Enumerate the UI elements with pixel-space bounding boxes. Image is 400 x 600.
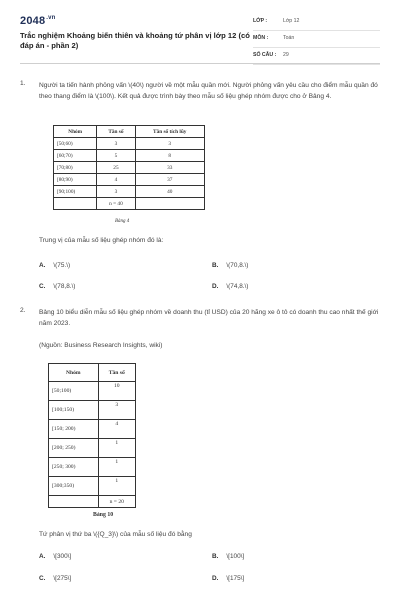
option-a[interactable] [39, 553, 71, 560]
table-cell: 1 [98, 439, 135, 458]
option-letter: D. [212, 283, 219, 290]
option-text: \[175\] [226, 575, 245, 582]
option-text: \(78,8.\) [53, 283, 76, 290]
table-cell: 1 [98, 458, 135, 477]
table-header: Nhóm [49, 364, 99, 382]
table-header: Tần số tích lũy [135, 126, 205, 138]
table-cell: [250; 300) [49, 458, 99, 477]
table-cell: [300;350) [49, 477, 99, 496]
table-row [54, 150, 205, 162]
option-d[interactable] [212, 283, 248, 290]
table-total: n = 20 [98, 496, 135, 508]
table-cell: 3 [135, 138, 205, 150]
table-cell [54, 198, 97, 210]
table-row [49, 420, 136, 439]
meta-row-class [253, 14, 380, 31]
page-title: Trắc nghiệm Khoảng biến thiên và khoảng tứ phân vị lớp 12 (có đáp án - phần 2) [20, 31, 250, 50]
question-number: 1. [20, 80, 26, 87]
table-caption: Bảng 4 [115, 219, 130, 224]
table-cell: [50;60) [54, 138, 97, 150]
option-c[interactable] [39, 283, 75, 290]
table-row [49, 477, 136, 496]
option-letter: D. [212, 575, 219, 582]
option-b[interactable] [212, 553, 244, 560]
frequency-table [48, 363, 136, 508]
table-cell: 8 [135, 150, 205, 162]
table-cell [49, 496, 99, 508]
meta-key: LỚP : [253, 18, 268, 24]
table-header: Tần số [98, 364, 135, 382]
question-prompt: Trung vị của mẫu số liệu ghép nhóm đó là: [39, 237, 164, 244]
meta-row-subject [253, 31, 380, 48]
table-cell: [90;100) [54, 186, 97, 198]
table-row [49, 458, 136, 477]
option-text: \(75.\) [53, 262, 71, 269]
table-header-row [49, 364, 136, 382]
meta-key: MÔN : [253, 35, 269, 41]
table-cell: [50;100) [49, 382, 99, 401]
option-text: \(74,8.\) [226, 283, 249, 290]
table-cell: [70;80) [54, 162, 97, 174]
table-total-row [49, 496, 136, 508]
option-letter: A. [39, 553, 46, 560]
table-cell: 40 [135, 186, 205, 198]
table-row [49, 439, 136, 458]
logo-suffix: .vn [46, 15, 56, 21]
option-letter: C. [39, 575, 46, 582]
table-total: n = 40 [97, 198, 135, 210]
option-text: \(70,8.\) [226, 262, 249, 269]
table-caption: Bảng 10 [93, 512, 114, 518]
option-text: \[100\] [226, 553, 245, 560]
option-b[interactable] [212, 262, 248, 269]
table-cell: 1 [98, 477, 135, 496]
table-cell: 4 [98, 420, 135, 439]
site-logo[interactable] [20, 15, 56, 27]
option-d[interactable] [212, 575, 244, 582]
option-letter: B. [212, 262, 219, 269]
table-total-row [54, 198, 205, 210]
table-cell: [60;70) [54, 150, 97, 162]
table-cell: 25 [97, 162, 135, 174]
meta-value: 29 [283, 52, 289, 58]
table-cell: [200; 250) [49, 439, 99, 458]
table-row [49, 382, 136, 401]
source-note: (Nguồn: Business Research Insights, wiki) [39, 342, 163, 349]
question-number: 2. [20, 307, 26, 314]
question-prompt: Tứ phân vị thứ ba \({Q_3}\) của mẫu số liệu đó bằng [39, 531, 192, 538]
table-cell: 10 [98, 382, 135, 401]
table-cell: [100;150) [49, 401, 99, 420]
table-cell: 3 [97, 186, 135, 198]
table-header: Tần số [97, 126, 135, 138]
table-row [54, 138, 205, 150]
question-2 [20, 307, 380, 337]
table-cell: 3 [98, 401, 135, 420]
table-row [49, 401, 136, 420]
table-cell: [150; 200) [49, 420, 99, 439]
table-cell: 5 [97, 150, 135, 162]
header-divider [20, 63, 380, 64]
question-text: Bảng 10 biểu diễn mẫu số liệu ghép nhóm về doanh thu (tỉ USD) của 20 hãng xe ô tô có doanh thu cao nhất thế giới năm 2023. [39, 309, 379, 327]
option-c[interactable] [39, 575, 71, 582]
meta-key: SỐ CÂU : [253, 52, 277, 58]
option-text: \[275\] [53, 575, 72, 582]
table-row [54, 162, 205, 174]
table-row [54, 174, 205, 186]
table-cell: 37 [135, 174, 205, 186]
table-cell: 3 [97, 138, 135, 150]
frequency-table [53, 125, 205, 210]
table-cell: [80;90) [54, 174, 97, 186]
table-header: Nhóm [54, 126, 97, 138]
logo-text: 2048 [20, 15, 46, 27]
question-text: Người ta tiến hành phỏng vấn \(40\) người về một mẫu quần mới. Người phỏng vấn yêu cầu cho điểm mẫu quần đó theo thang điểm là \(100\). Kết quả được trình bày theo mẫu số liệu ghép nhóm được cho ở Bảng 4. [39, 82, 378, 100]
option-text: \[300\] [53, 553, 72, 560]
table-cell [135, 198, 205, 210]
option-letter: C. [39, 283, 46, 290]
table-cell: 4 [97, 174, 135, 186]
option-letter: B. [212, 553, 219, 560]
option-a[interactable] [39, 262, 70, 269]
meta-value: Toán [283, 35, 295, 41]
table-row [54, 186, 205, 198]
option-letter: A. [39, 262, 46, 269]
table-header-row [54, 126, 205, 138]
meta-panel [253, 14, 380, 65]
table-cell: 33 [135, 162, 205, 174]
meta-value: Lớp 12 [283, 18, 300, 24]
